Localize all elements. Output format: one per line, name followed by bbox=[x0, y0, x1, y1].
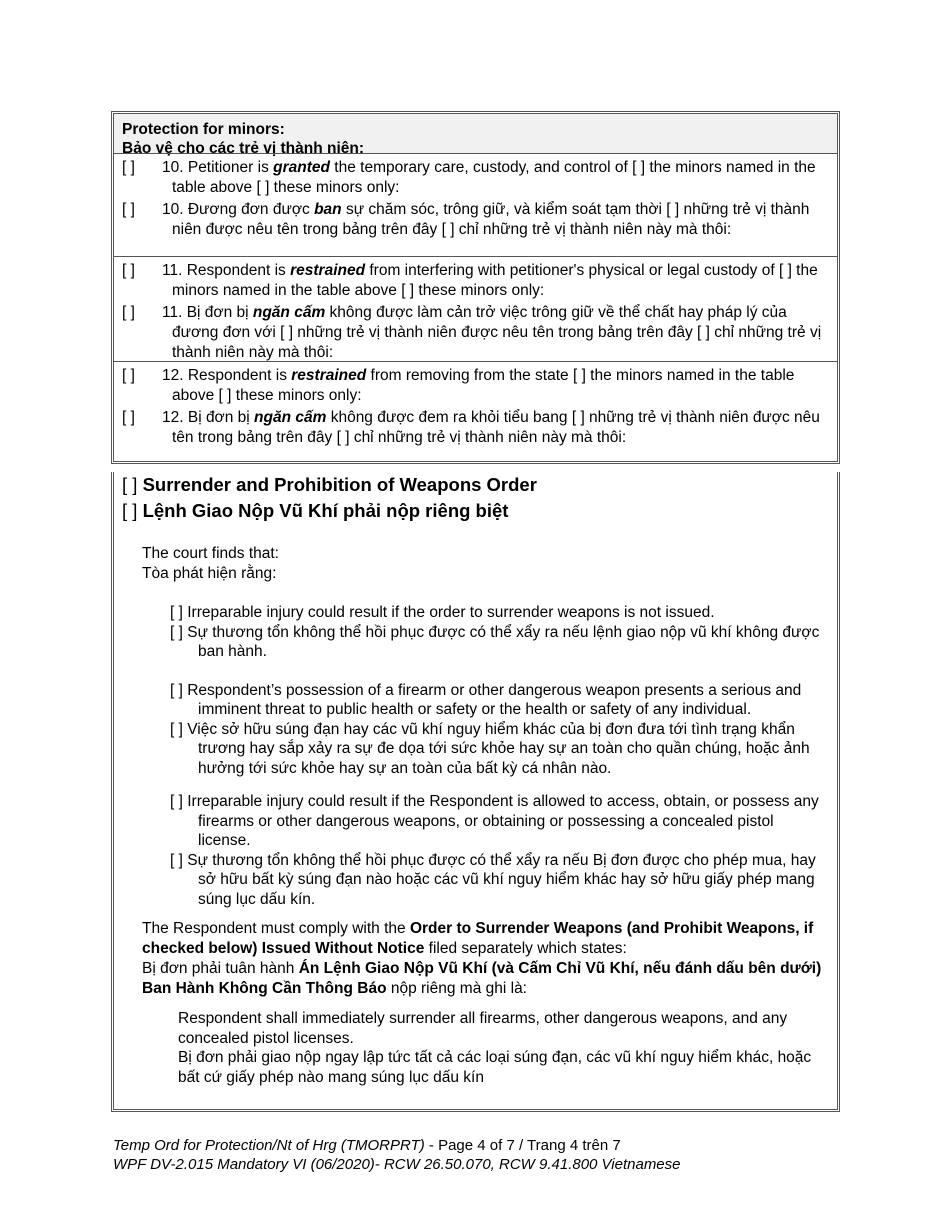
finding-1-en[interactable]: [ ] Irreparable injury could result if the order to surrender weapons is not issued. bbox=[170, 604, 715, 621]
form-page bbox=[111, 111, 840, 1112]
finding-2-en[interactable]: [ ] Respondent’s possession of a firearm or other dangerous weapon presents a serious and imminent threat to public health or safety or the health or safety of any individual. bbox=[170, 681, 802, 718]
order-text-vi: Bị đơn phải giao nộp ngay lập tức tất cả các loại súng đạn, các vũ khí nguy hiểm khác, hoặc bất cứ giấy phép nào mang súng lục dấu kín bbox=[178, 1049, 812, 1086]
section-10 bbox=[114, 154, 837, 257]
finding-3-vi[interactable]: [ ] Sự thương tổn không thể hồi phục được có thể xẩy ra nếu Bị đơn được cho phép mua, hay sở hữu bất kỳ súng đạn nào hoặc các vũ khí nguy hiểm khác hay sở hữu giấy phép mang súng lục dấu kín. bbox=[170, 851, 816, 908]
court-finds-vi: Tòa phát hiện rằng: bbox=[142, 564, 277, 582]
page-footer bbox=[113, 1136, 681, 1174]
weapons-title-en: [ ] Surrender and Prohibition of Weapons Order bbox=[122, 474, 537, 495]
weapons-title-vi: [ ] Lệnh Giao Nộp Vũ Khí phải nộp riêng biệt bbox=[122, 500, 509, 521]
minors-protection-box bbox=[111, 111, 840, 464]
comply-en: The Respondent must comply with the Order to Surrender Weapons (and Prohibit Weapons, if checked below) Issued Without Notice filed separately which states: bbox=[142, 920, 814, 957]
checkbox[interactable]: [ ] bbox=[122, 500, 138, 521]
section-12 bbox=[114, 362, 837, 462]
weapons-order-box bbox=[111, 472, 840, 1112]
checkbox[interactable]: [ ] bbox=[122, 159, 135, 176]
page-number: - Page 4 of 7 / Trang 4 trên 7 bbox=[424, 1137, 621, 1154]
checkbox[interactable]: [ ] bbox=[122, 304, 135, 321]
order-text-en: Respondent shall immediately surrender all firearms, other dangerous weapons, and any concealed pistol licenses. bbox=[178, 1010, 788, 1047]
checkbox[interactable]: [ ] bbox=[122, 409, 135, 426]
minors-header-en: Protection for minors: bbox=[122, 121, 285, 138]
item-12-en: [ ] 12. Respondent is restrained from removing from the state [ ] the minors named in the table above [ ] these minors only: bbox=[122, 367, 795, 404]
footer-line-1: Temp Ord for Protection/Nt of Hrg (TMORPRT) - Page 4 of 7 / Trang 4 trên 7 bbox=[113, 1137, 621, 1154]
item-12-vi: [ ] 12. Bị đơn bị ngăn cấm không được đem ra khỏi tiểu bang [ ] những trẻ vị thành niên được nêu tên trong bảng trên đây [ ] chỉ những trẻ vị thành niên này mà thôi: bbox=[122, 409, 820, 446]
item-10-en: [ ] 10. Petitioner is granted the temporary care, custody, and control of [ ] the minors named in the table above [ ] these minors only: bbox=[122, 159, 816, 196]
section-11 bbox=[114, 257, 837, 362]
court-finds-en: The court finds that: bbox=[142, 545, 279, 562]
checkbox[interactable]: [ ] bbox=[122, 474, 138, 495]
finding-2-vi[interactable]: [ ] Việc sở hữu súng đạn hay các vũ khí nguy hiểm khác của bị đơn đưa tới tình trạng khẩn trương hay sắp xảy ra sự đe dọa tới sức khỏe hay sự an toàn cho quần chúng, hoặc ảnh hưởng tới sức khỏe hay sự an toàn của bất kỳ cá nhân nào. bbox=[170, 720, 810, 777]
item-11-vi: [ ] 11. Bị đơn bị ngăn cấm không được làm cản trở việc trông giữ về thể chất hay pháp lý của đương đơn với [ ] những trẻ vị thành niên được nêu tên trong bảng trên đây [ ] chỉ những trẻ vị thành niên này mà thôi: bbox=[122, 304, 822, 361]
minors-header bbox=[114, 114, 837, 157]
checkbox[interactable]: [ ] bbox=[122, 262, 135, 279]
checkbox[interactable]: [ ] bbox=[122, 367, 135, 384]
item-10-vi: [ ] 10. Đương đơn được ban sự chăm sóc, trông giữ, và kiểm soát tạm thời [ ] những trẻ vị thành niên được nêu tên trong bảng trên đây [ ] chỉ những trẻ vị thành niên này mà thôi: bbox=[122, 201, 810, 238]
comply-vi: Bị đơn phải tuân hành Án Lệnh Giao Nộp Vũ Khí (và Cấm Chỉ Vũ Khí, nếu đánh dấu bên dưới) Ban Hành Không Cần Thông Báo nộp riêng mà ghi là: bbox=[142, 960, 822, 997]
minors-header-vi: Bảo vệ cho các trẻ vị thành niên: bbox=[122, 140, 365, 157]
finding-1-vi[interactable]: [ ] Sự thương tổn không thể hồi phục được có thể xẩy ra nếu lệnh giao nộp vũ khí không được ban hành. bbox=[170, 623, 820, 660]
checkbox[interactable]: [ ] bbox=[122, 201, 135, 218]
finding-3-en[interactable]: [ ] Irreparable injury could result if the Respondent is allowed to access, obtain, or possess any firearms or other dangerous weapons, or obtaining or possessing a concealed pistol license. bbox=[170, 793, 819, 849]
item-11-en: [ ] 11. Respondent is restrained from interfering with petitioner's physical or legal custody of [ ] the minors named in the table above [ ] these minors only: bbox=[122, 262, 818, 299]
footer-line-2: WPF DV-2.015 Mandatory VI (06/2020)- RCW 26.50.070, RCW 9.41.800 Vietnamese bbox=[113, 1156, 681, 1173]
